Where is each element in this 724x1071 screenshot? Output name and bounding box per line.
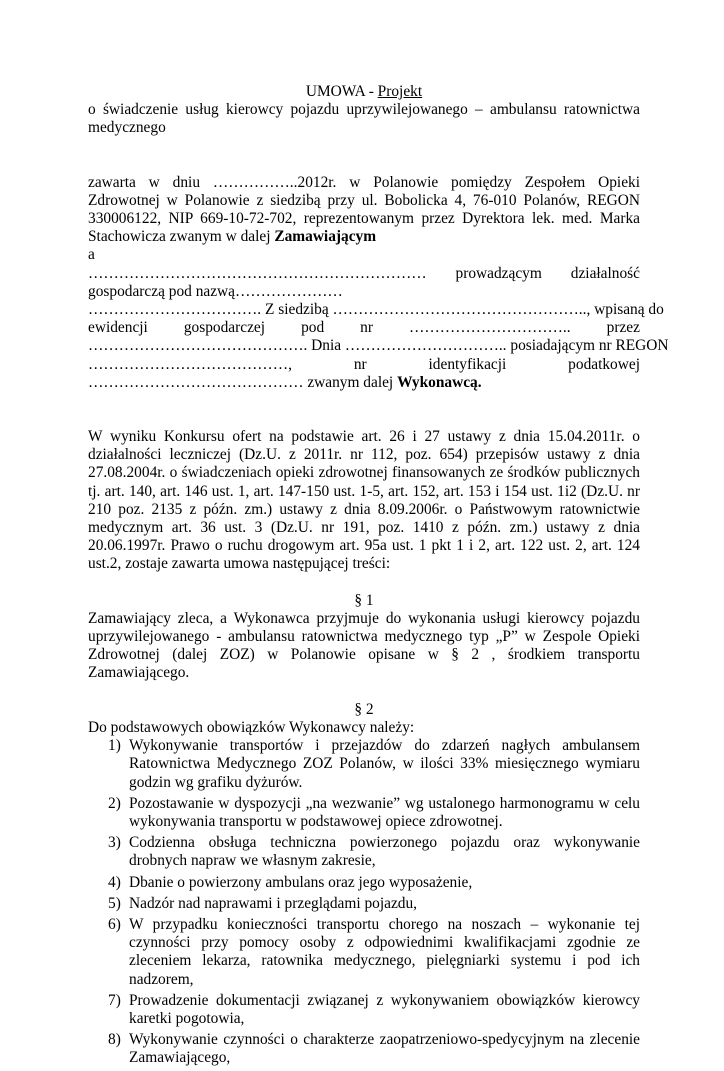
list-item (88, 737, 640, 792)
contractor-word: identyfikacji (428, 355, 507, 373)
blank-field: ………………………….. (409, 319, 571, 337)
list-number: 4) (108, 873, 121, 891)
section-2-heading: § 2 (354, 700, 374, 718)
list-number: 6) (108, 915, 121, 933)
list-item (88, 895, 640, 913)
list-item (88, 834, 640, 870)
contractor-line-2 (88, 283, 640, 301)
contractor-word: przez (606, 319, 640, 337)
contractor-word: prowadzącym (455, 264, 542, 282)
list-item-text: Dbanie o powierzony ambulans oraz jego wyposażenie, (129, 873, 473, 891)
section-2-intro: Do podstawowych obowiązków Wykonawcy należy: (88, 718, 415, 736)
list-number: 3) (108, 834, 121, 852)
contract-page (88, 83, 669, 1071)
contractor-word: działalność (570, 264, 640, 282)
contractor-word: nr (360, 319, 373, 337)
section-1-text: Zamawiający zleca, a Wykonawca przyjmuje do wykonania usługi kierowcy pojazdu uprzywilejowanego - ambulansu ratownictwa medycznego typ „P” w Zespole Opieki Zdrowotnej (dalej ZOZ) w Polanowie opisane w § 2 , środkiem transportu Zamawiającego. (88, 609, 640, 682)
contractor-line-3 (88, 301, 664, 319)
list-item-text: Prowadzenie dokumentacji związanej z wykonywaniem obowiązków kierowcy karetki pogotowia, (129, 991, 640, 1027)
legal-basis-paragraph: W wyniku Konkursu ofert na podstawie art. 26 i 27 ustawy z dnia 15.04.2011r. o działalności leczniczej (Dz.U. z 2011r. nr 112, poz. 654) przepisów ustawy z dnia 27.08.2004r. o świadczeniach opieki zdrowotnej finansowanych ze środków publicznych tj. art. 140, art. 146 ust. 1, art. 147-150 ust. 1-5, art. 152, art. 153 i 154 ust. 1i2 (Dz.U. nr 210 poz. 2135 z późn. zm.) ustawy z dnia 8.09.2006r. o Państwowym ratownictwie medycznym art. 36 ust. 3 (Dz.U. nr 191, poz. 1410 z późn. zm.) ustawy z dnia 20.06.1997r. Prawo o ruchu drogowym art. 95a ust. 1 pkt 1 i 2, art. 122 ust. 2, art. 124 ust.2, zostaje zawarta umowa następującej treści: (88, 428, 640, 573)
contractor-text: ……………………………. Z siedzibą ………………………………………….., wpisaną do (88, 301, 664, 319)
contractor-block (88, 264, 669, 392)
list-item (88, 874, 640, 892)
contractor-line-7 (88, 374, 640, 392)
contractor-line-6 (88, 356, 640, 374)
contractor-text: gospodarczą pod nazwą………………… (88, 282, 343, 300)
list-item (88, 795, 640, 831)
list-item-text: Wykonywanie czynności o charakterze zaopatrzeniowo-spedycyjnym na zlecenie Zamawiającego, (129, 1031, 640, 1067)
list-item-text: W przypadku konieczności transportu chorego na noszach – wykonanie tej czynności przy pomocy osoby z odpowiednimi kwalifikacjami zgodnie ze zleceniem lekarza, ratownika medycznego, pielęgniarki systemu i pod ich nadzorem, (129, 915, 640, 988)
contractor-word: pod (301, 319, 325, 337)
and-word: a (88, 246, 95, 264)
list-item-text: Pozostawanie w dyspozycji „na wezwanie” wg ustalonego harmonogramu w celu wykonywania transportu w podstawowej opiece zdrowotnej. (129, 794, 640, 830)
intro-text: zawarta w dniu ……………..2012r. w Polanowie pomiędzy Zespołem Opieki Zdrowotnej w Polanowie z siedzibą przy ul. Bobolicka 4, 76-010 Polanów, REGON 330006122, NIP 669-10-72-702, reprezentowanym przez Dyrektora lek. med. Marka Stachowicza zwanym w dalej (88, 173, 640, 246)
title-draft-label: Projekt (377, 83, 423, 100)
section-1-heading: § 1 (354, 591, 374, 609)
list-item-text: Wykonywanie transportów i przejazdów do zdarzeń nagłych ambulansem Ratownictwa Medycznego ZOZ Polanów, w ilości 33% miesięcznego wymiaru godzin wg grafiku dyżurów. (129, 737, 640, 791)
contractor-word: gospodarczej (183, 319, 266, 337)
blank-field: …………………………………, (88, 355, 292, 373)
list-number: 5) (108, 894, 121, 912)
list-item (88, 1031, 640, 1067)
contract-intro (88, 174, 640, 247)
list-item-text: Codzienna obsługa techniczna powierzonego pojazdu oraz wykonywanie drobnych napraw we własnym zakresie, (129, 834, 640, 870)
document-subject: o świadczenie usług kierowcy pojazdu uprzywilejowanego – ambulansu ratownictwa medycznego (88, 101, 640, 137)
contractor-text: …………………………………… zwanym dalej (88, 373, 398, 391)
document-title (88, 83, 640, 101)
list-number: 1) (108, 737, 121, 755)
contractor-line-4 (88, 319, 640, 337)
blank-field: ………………………………………………………… (88, 264, 427, 282)
party1-name: Zamawiającym (274, 228, 377, 246)
contractor-text: ……………………………………. Dnia ………………………….. posiadającym nr REGON (88, 337, 669, 355)
list-number: 7) (108, 991, 121, 1009)
list-number: 8) (108, 1031, 121, 1049)
list-item (88, 916, 640, 989)
title-main: UMOWA - (305, 83, 378, 100)
list-number: 2) (108, 794, 121, 812)
contractor-line-1 (88, 265, 640, 283)
contractor-word: nr (353, 355, 367, 373)
duties-list (88, 737, 640, 1067)
contractor-word: ewidencji (88, 319, 148, 337)
contractor-word: podatkowej (568, 355, 640, 373)
list-item (88, 992, 640, 1028)
contractor-line-5 (88, 337, 669, 355)
list-item-text: Nadzór nad naprawami i przeglądami pojazdu, (129, 894, 418, 912)
party2-name: Wykonawcą. (397, 373, 482, 391)
